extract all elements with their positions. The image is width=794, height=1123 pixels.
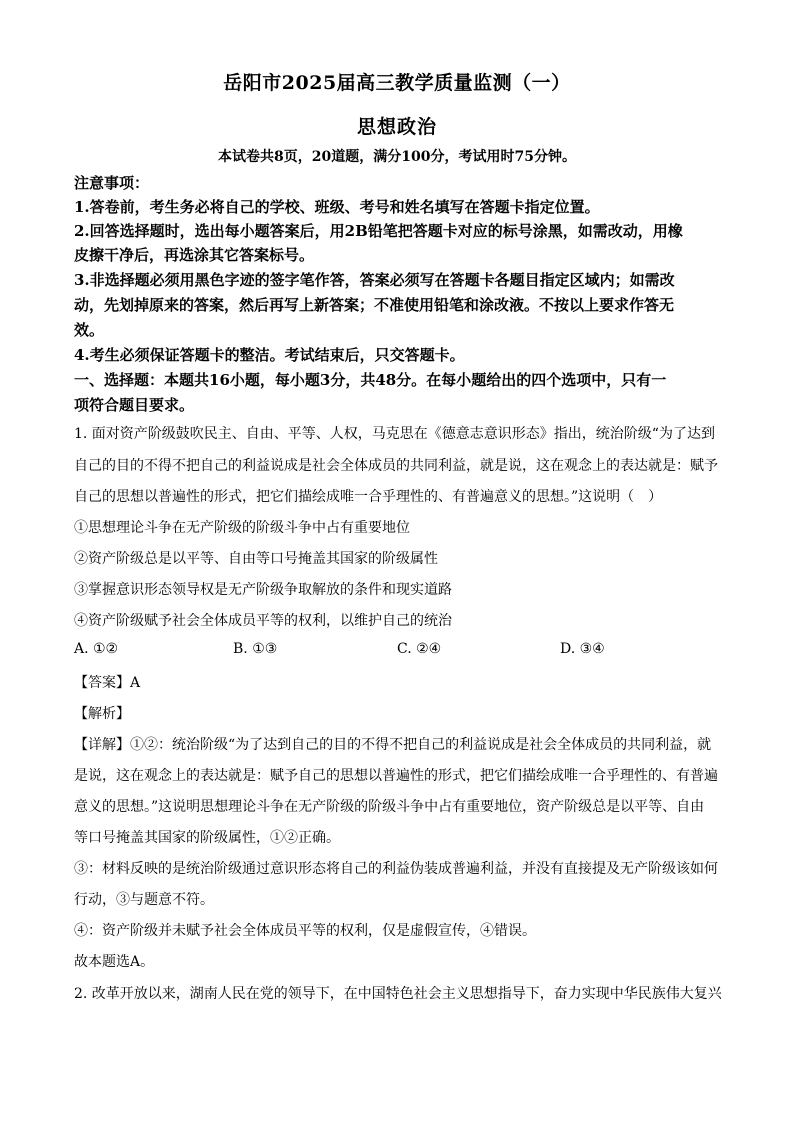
detail-line: 【详解】①②：统治阶级“为了达到自己的目的不得不把自己的利益说成是社会全体成员的共同利益，就 — [74, 737, 712, 753]
section-heading: 一、选择题：本题共16小题，每小题3分，共48分。在每小题给出的四个选项中，只有一 — [74, 371, 667, 389]
detail-line: ③：材料反映的是统治阶级通过意识形态将自己的利益伪装成普遍利益，并没有直接提及无产阶级该如何 — [74, 861, 718, 877]
detail-line: 等口号掩盖其国家的阶级属性，①②正确。 — [74, 830, 340, 846]
section-heading: 项符合题目要求。 — [74, 396, 195, 414]
statement-item: ③掌握意识形态领导权是无产阶级争取解放的条件和现实道路 — [74, 582, 452, 598]
statement-item: ①思想理论斗争在无产阶级的阶级斗争中占有重要地位 — [74, 520, 410, 536]
notice-line: 动，先划掉原来的答案，然后再写上新答案；不准使用铅笔和涂改液。不按以上要求作答无 — [74, 296, 675, 314]
notice-line: 3.非选择题必须用黑色字迹的签字笔作答，答案必须写在答题卡各题目指定区域内；如需改 — [74, 271, 675, 289]
notice-line: 效。 — [74, 321, 105, 339]
question-stem: 自己的目的不得不把自己的利益说成是社会全体成员的共同利益，就是说，这在观念上的表达就是：赋予 — [74, 458, 718, 474]
statement-item: ④资产阶级赋予社会全体成员平等的权利，以维护自己的统治 — [74, 613, 452, 629]
question-stem: 自己的思想以普遍性的形式，把它们描绘成唯一合乎理性的、有普遍意义的思想。”这说明（ ） — [74, 489, 663, 505]
exam-title: 岳阳市2025届高三教学质量监测（一） — [223, 72, 571, 94]
option-b: B. ①③ — [233, 641, 278, 657]
detail-line: 行动，③与题意不符。 — [74, 892, 214, 908]
notice-heading: 注意事项： — [74, 174, 150, 192]
notice-line: 皮擦干净后，再选涂其它答案标号。 — [74, 246, 315, 264]
analysis-label: 【解析】 — [74, 706, 130, 722]
detail-line: 是说，这在观念上的表达就是：赋予自己的思想以普遍性的形式，把它们描绘成唯一合乎理性的、有普遍 — [74, 768, 718, 784]
exam-info: 本试卷共8页，20道题，满分100分，考试用时75分钟。 — [218, 149, 576, 165]
question-stem: 1. 面对资产阶级鼓吹民主、自由、平等、人权，马克思在《德意志意识形态》指出，统治阶级“为了达到 — [74, 426, 715, 442]
detail-line: 故本题选A。 — [74, 954, 155, 970]
notice-line: 2.回答选择题时，选出每小题答案后，用2B铅笔把答题卡对应的标号涂黑，如需改动，用橡 — [74, 222, 683, 240]
option-a: A. ①② — [74, 641, 119, 657]
option-d: D. ③④ — [560, 641, 605, 657]
answer-label: 【答案】A — [74, 675, 141, 691]
option-c: C. ②④ — [397, 641, 442, 657]
subject-title: 思想政治 — [356, 116, 437, 138]
question-stem: 2. 改革开放以来，湖南人民在党的领导下，在中国特色社会主义思想指导下，奋力实现中华民族伟大复兴 — [74, 986, 722, 1002]
notice-line: 4.考生必须保证答题卡的整洁。考试结束后，只交答题卡。 — [74, 346, 465, 364]
detail-line: ④：资产阶级并未赋予社会全体成员平等的权利，仅是虚假宣传，④错误。 — [74, 923, 536, 939]
detail-line: 意义的思想。”这说明思想理论斗争在无产阶级的阶级斗争中占有重要地位，资产阶级总是以平等、自由 — [74, 799, 705, 815]
statement-item: ②资产阶级总是以平等、自由等口号掩盖其国家的阶级属性 — [74, 551, 438, 567]
notice-line: 1.答卷前，考生务必将自己的学校、班级、考号和姓名填写在答题卡指定位置。 — [74, 198, 600, 216]
